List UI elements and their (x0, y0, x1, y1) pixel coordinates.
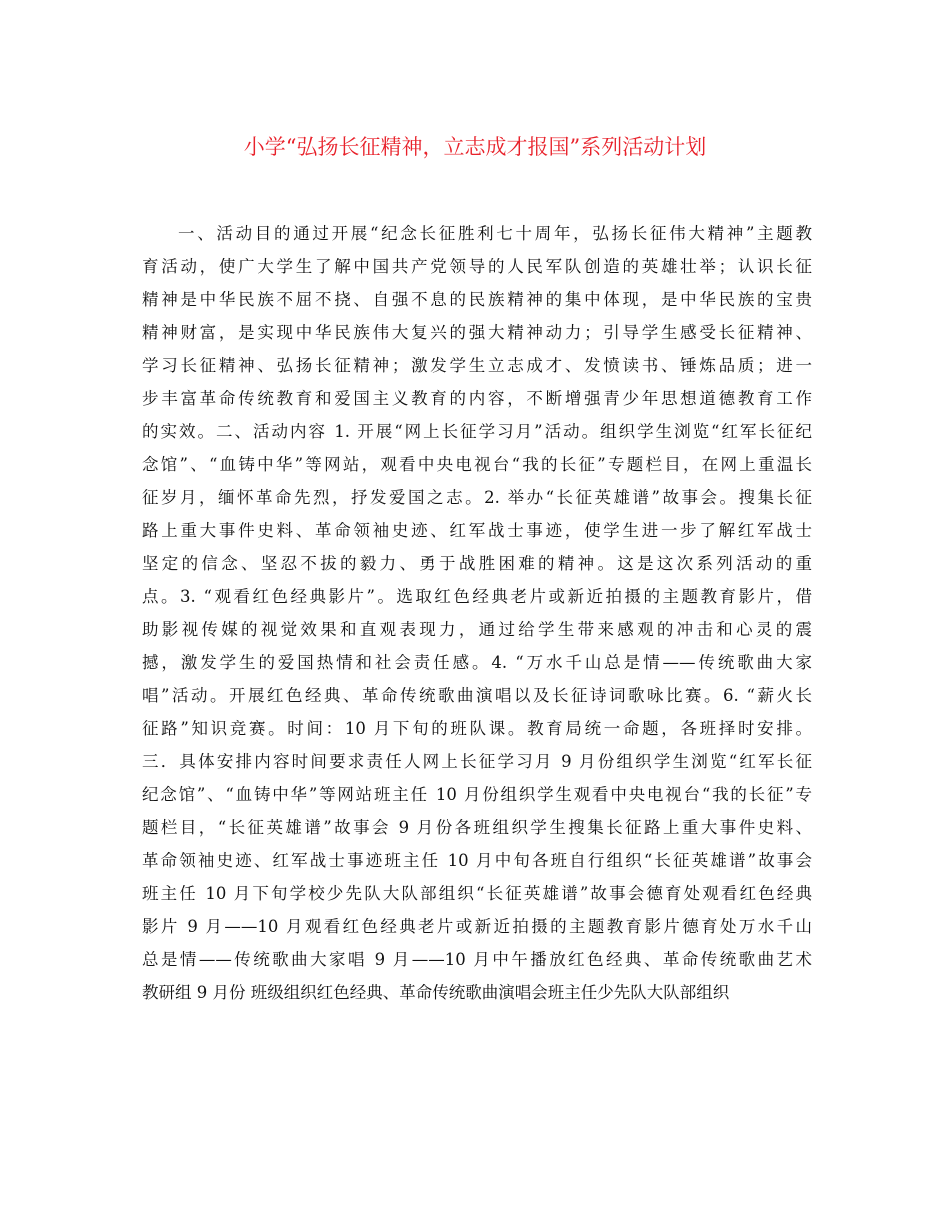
paragraph-line: 的实效。二、活动内容 1. 开展“网上长征学习月”活动。组织学生浏览“红军长征纪 (142, 422, 812, 441)
paragraph-line: 路上重大事件史料、革命领袖史迹、红军战士事迹，使学生进一步了解红军战士 (142, 521, 812, 540)
paragraph-line: 征岁月，缅怀革命先烈，抒发爱国之志。2. 举办“长征英雄谱”故事会。搜集长征 (142, 488, 812, 507)
paragraph-line: 念馆”、“血铸中华”等网站，观看中央电视台“我的长征”专题栏目，在网上重温长 (142, 455, 812, 474)
paragraph-line: 唱”活动。开展红色经典、革命传统歌曲演唱以及长征诗词歌咏比赛。6. “薪火长 (142, 686, 812, 705)
paragraph-line: 撼，激发学生的爱国热情和社会责任感。4. “万水千山总是情——传统歌曲大家 (142, 653, 812, 672)
document-body (142, 217, 812, 1009)
paragraph-line: 三．具体安排内容时间要求责任人网上长征学习月 9 月份组织学生浏览“红军长征 (142, 752, 812, 771)
paragraph-line: 班主任 10 月下旬学校少先队大队部组织“长征英雄谱”故事会德育处观看红色经典 (142, 884, 812, 903)
paragraph-line: 题栏目，“长征英雄谱”故事会 9 月份各班组织学生搜集长征路上重大事件史料、 (142, 818, 812, 837)
document-title: 小学“弘扬长征精神，立志成才报国”系列活动计划 (243, 135, 707, 159)
paragraph-line: 总是情——传统歌曲大家唱 9 月——10 月中午播放红色经典、革命传统歌曲艺术 (142, 950, 812, 969)
paragraph-line: 精神财富，是实现中华民族伟大复兴的强大精神动力；引导学生感受长征精神、 (142, 323, 812, 342)
paragraph-line: 影片 9 月——10 月观看红色经典老片或新近拍摄的主题教育影片德育处万水千山 (142, 917, 812, 936)
paragraph-line: 点。3. “观看红色经典影片”。选取红色经典老片或新近拍摄的主题教育影片，借 (142, 587, 812, 606)
paragraph-line: 教研组 9 月份 班级组织红色经典、革命传统歌曲演唱会班主任少先队大队部组织 (142, 983, 730, 1002)
paragraph-line: 学习长征精神、弘扬长征精神；激发学生立志成才、发愤读书、锤炼品质；进一 (142, 356, 812, 375)
paragraph-line: 征路”知识竞赛。时间：10 月下旬的班队课。教育局统一命题，各班择时安排。 (142, 719, 812, 738)
paragraph-line: 精神是中华民族不屈不挠、自强不息的民族精神的集中体现，是中华民族的宝贵 (142, 290, 812, 309)
paragraph-line: 助影视传媒的视觉效果和直观表现力，通过给学生带来感观的冲击和心灵的震 (142, 620, 812, 639)
paragraph-line: 育活动，使广大学生了解中国共产党领导的人民军队创造的英雄壮举；认识长征 (142, 257, 812, 276)
paragraph-line: 坚定的信念、坚忍不拔的毅力、勇于战胜困难的精神。这是这次系列活动的重 (142, 554, 812, 573)
paragraph-line: 革命领袖史迹、红军战士事迹班主任 10 月中旬各班自行组织“长征英雄谱”故事会 (142, 851, 812, 870)
paragraph-line: 步丰富革命传统教育和爱国主义教育的内容，不断增强青少年思想道德教育工作 (142, 389, 812, 408)
paragraph-line: 纪念馆”、“血铸中华”等网站班主任 10 月份组织学生观看中央电视台“我的长征”专 (142, 785, 812, 804)
paragraph-line: 一、活动目的通过开展“纪念长征胜利七十周年，弘扬长征伟大精神”主题教 (178, 224, 812, 243)
